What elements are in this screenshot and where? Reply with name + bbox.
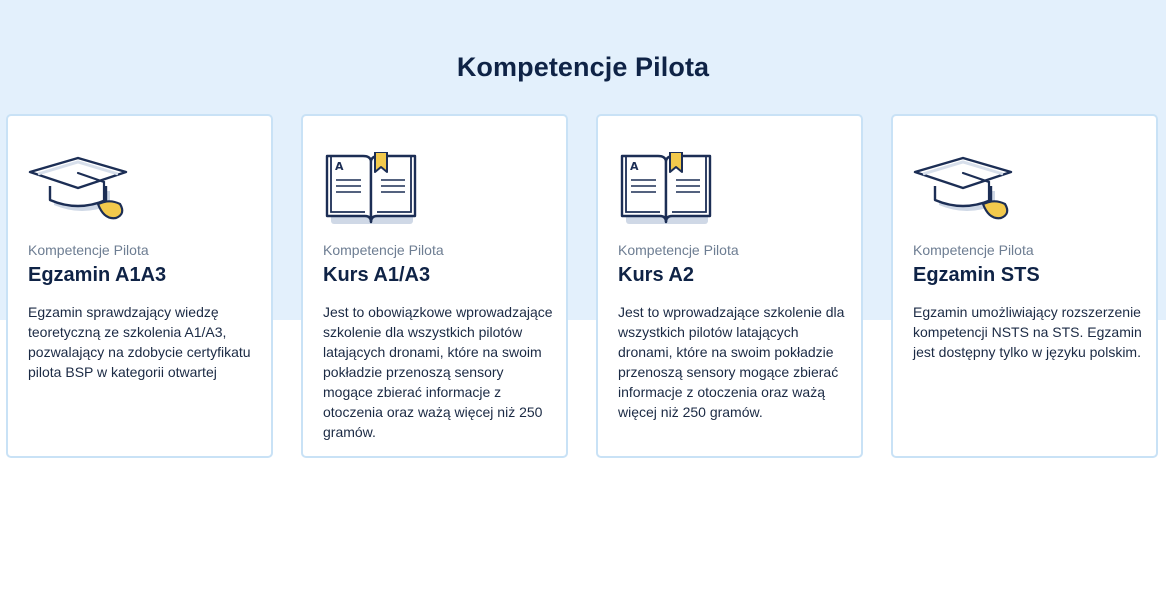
card-description: Jest to obowiązkowe wprowadzające szkolenie dla wszystkich pilotów latających dronami, które na swoim pokładzie przenoszą sensory mogące zbierać informacje z otoczenia oraz ważą więcej niż 250 gramów. xyxy=(323,304,553,440)
card-category: Kompetencje Pilota xyxy=(28,242,149,258)
card-title: Egzamin STS xyxy=(913,264,1040,286)
card-description: Jest to wprowadzające szkolenie dla wszystkich pilotów latających dronami, które na swoim pokładzie przenoszą sensory mogące zbierać informacje z otoczenia oraz ważą więcej niż 250 gramów. xyxy=(618,304,845,420)
open-book-icon xyxy=(323,152,423,226)
card-kurs-a2[interactable] xyxy=(596,114,863,458)
card-category: Kompetencje Pilota xyxy=(323,242,444,258)
open-book-icon xyxy=(618,152,718,226)
svg-text:A: A xyxy=(630,160,639,173)
section-title: Kompetencje Pilota xyxy=(456,52,710,82)
card-egzamin-a1a3[interactable] xyxy=(6,114,273,458)
card-description: Egzamin sprawdzający wiedzę teoretyczną ze szkolenia A1/A3, pozwalający na zdobycie certyfikatu pilota BSP w kategorii otwartej xyxy=(28,304,251,380)
card-grid xyxy=(6,114,1166,462)
card-egzamin-sts[interactable] xyxy=(891,114,1158,458)
card-description: Egzamin umożliwiający rozszerzenie kompetencji NSTS na STS. Egzamin jest dostępny tylko w języku polskim. xyxy=(913,304,1142,360)
card-category: Kompetencje Pilota xyxy=(913,242,1034,258)
card-title: Kurs A1/A3 xyxy=(323,264,431,286)
svg-text:A: A xyxy=(335,160,344,173)
card-title: Egzamin A1A3 xyxy=(28,264,167,286)
graduation-cap-icon xyxy=(28,152,128,226)
card-category: Kompetencje Pilota xyxy=(618,242,739,258)
graduation-cap-icon xyxy=(913,152,1013,226)
card-kurs-a1a3[interactable] xyxy=(301,114,568,458)
card-title: Kurs A2 xyxy=(618,264,694,286)
